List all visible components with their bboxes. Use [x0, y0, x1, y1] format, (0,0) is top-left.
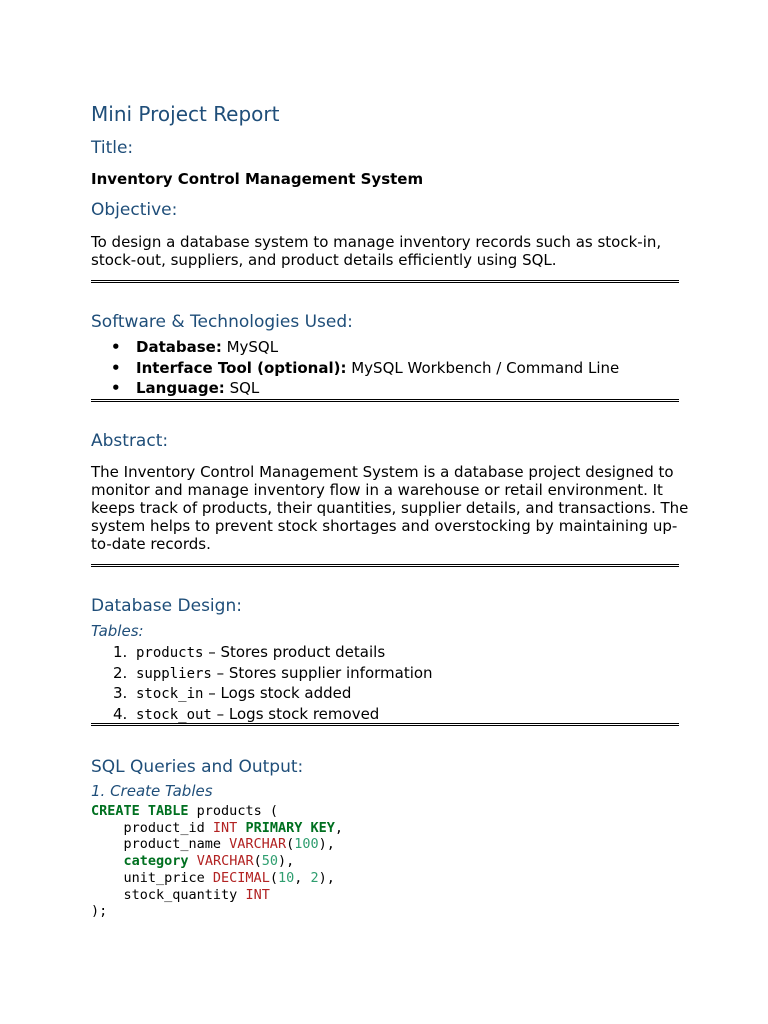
section-divider	[91, 399, 679, 402]
code-text: ,	[334, 819, 343, 836]
list-item	[91, 642, 433, 663]
table-description: – Logs stock added	[203, 684, 352, 703]
software-list	[91, 337, 619, 399]
code-type: INT	[212, 819, 238, 836]
code-text: (	[253, 853, 262, 870]
objective-heading: Objective:	[91, 200, 178, 220]
list-item	[91, 704, 433, 725]
section-divider	[91, 723, 679, 726]
code-number: 50	[261, 853, 278, 870]
table-description: – Stores product details	[203, 643, 386, 661]
section-divider	[91, 280, 679, 283]
code-keyword: PRIMARY KEY	[245, 819, 335, 836]
list-item	[91, 358, 619, 379]
title-heading: Title:	[91, 138, 134, 158]
create-tables-subheading: 1. Create Tables	[91, 782, 213, 800]
code-text: ,	[294, 869, 311, 886]
tables-subheading: Tables:	[91, 622, 144, 640]
code-number: 100	[294, 836, 319, 853]
code-text: product_id	[91, 819, 213, 836]
item-value: SQL	[224, 379, 260, 397]
objective-text: To design a database system to manage inventory records such as stock-in, stock-out, suppliers, and product details efficiently using SQL.	[91, 233, 662, 269]
code-text: ),	[278, 853, 295, 870]
bullet-icon: •	[111, 379, 121, 397]
code-type: VARCHAR	[229, 836, 287, 853]
table-name: stock_in	[136, 686, 204, 703]
code-text: );	[91, 903, 108, 920]
code-type: INT	[245, 886, 270, 903]
sql-heading: SQL Queries and Output:	[91, 757, 304, 777]
code-number: 10	[277, 869, 295, 886]
code-type: DECIMAL	[212, 869, 270, 886]
item-number: 2.	[113, 663, 128, 682]
item-number: 3.	[113, 684, 128, 703]
code-keyword: category	[123, 853, 189, 870]
item-label: Database:	[136, 338, 222, 356]
tables-list	[91, 642, 433, 725]
abstract-text: The Inventory Control Management System is a database project designed to monitor and manage inventory flow in a warehouse or retail environment. It keeps track of products, their quantities, supplier details, and transactions. The system helps to prevent stock shortages and overstocking by maintaining up-to-date records.	[91, 463, 689, 553]
code-number: 2	[310, 869, 319, 886]
code-text: stock_quantity	[91, 886, 246, 903]
section-divider	[91, 564, 679, 567]
code-text	[189, 853, 197, 869]
table-description: – Logs stock removed	[211, 705, 380, 724]
code-text: (	[286, 836, 295, 853]
code-text	[91, 853, 124, 869]
bullet-icon: •	[111, 338, 121, 356]
list-item	[91, 663, 433, 684]
list-item	[91, 683, 433, 704]
item-number: 4.	[113, 705, 128, 724]
software-heading: Software & Technologies Used:	[91, 312, 353, 332]
item-value: MySQL	[221, 338, 279, 356]
code-text: ),	[318, 869, 335, 886]
project-title: Inventory Control Management System	[91, 170, 424, 188]
code-text: ),	[318, 836, 335, 853]
list-item	[91, 378, 619, 399]
table-name: stock_out	[136, 707, 212, 724]
table-name: products	[136, 645, 204, 661]
item-number: 1.	[113, 643, 128, 661]
list-item	[91, 337, 619, 358]
bullet-icon: •	[111, 358, 121, 377]
code-text: unit_price	[91, 869, 213, 886]
table-name: suppliers	[136, 665, 212, 682]
code-text: products (	[188, 803, 278, 819]
database-design-heading: Database Design:	[91, 596, 242, 616]
code-text: (	[269, 869, 278, 886]
abstract-heading: Abstract:	[91, 431, 169, 451]
table-description: – Stores supplier information	[211, 663, 433, 682]
item-value: MySQL Workbench / Command Line	[346, 358, 620, 377]
code-type: VARCHAR	[196, 853, 254, 870]
item-label: Interface Tool (optional):	[136, 358, 347, 377]
item-label: Language:	[136, 379, 225, 397]
report-title: Mini Project Report	[91, 102, 280, 126]
code-text: product_name	[91, 836, 230, 853]
sql-code-block	[91, 803, 343, 920]
code-keyword: CREATE TABLE	[91, 803, 189, 819]
